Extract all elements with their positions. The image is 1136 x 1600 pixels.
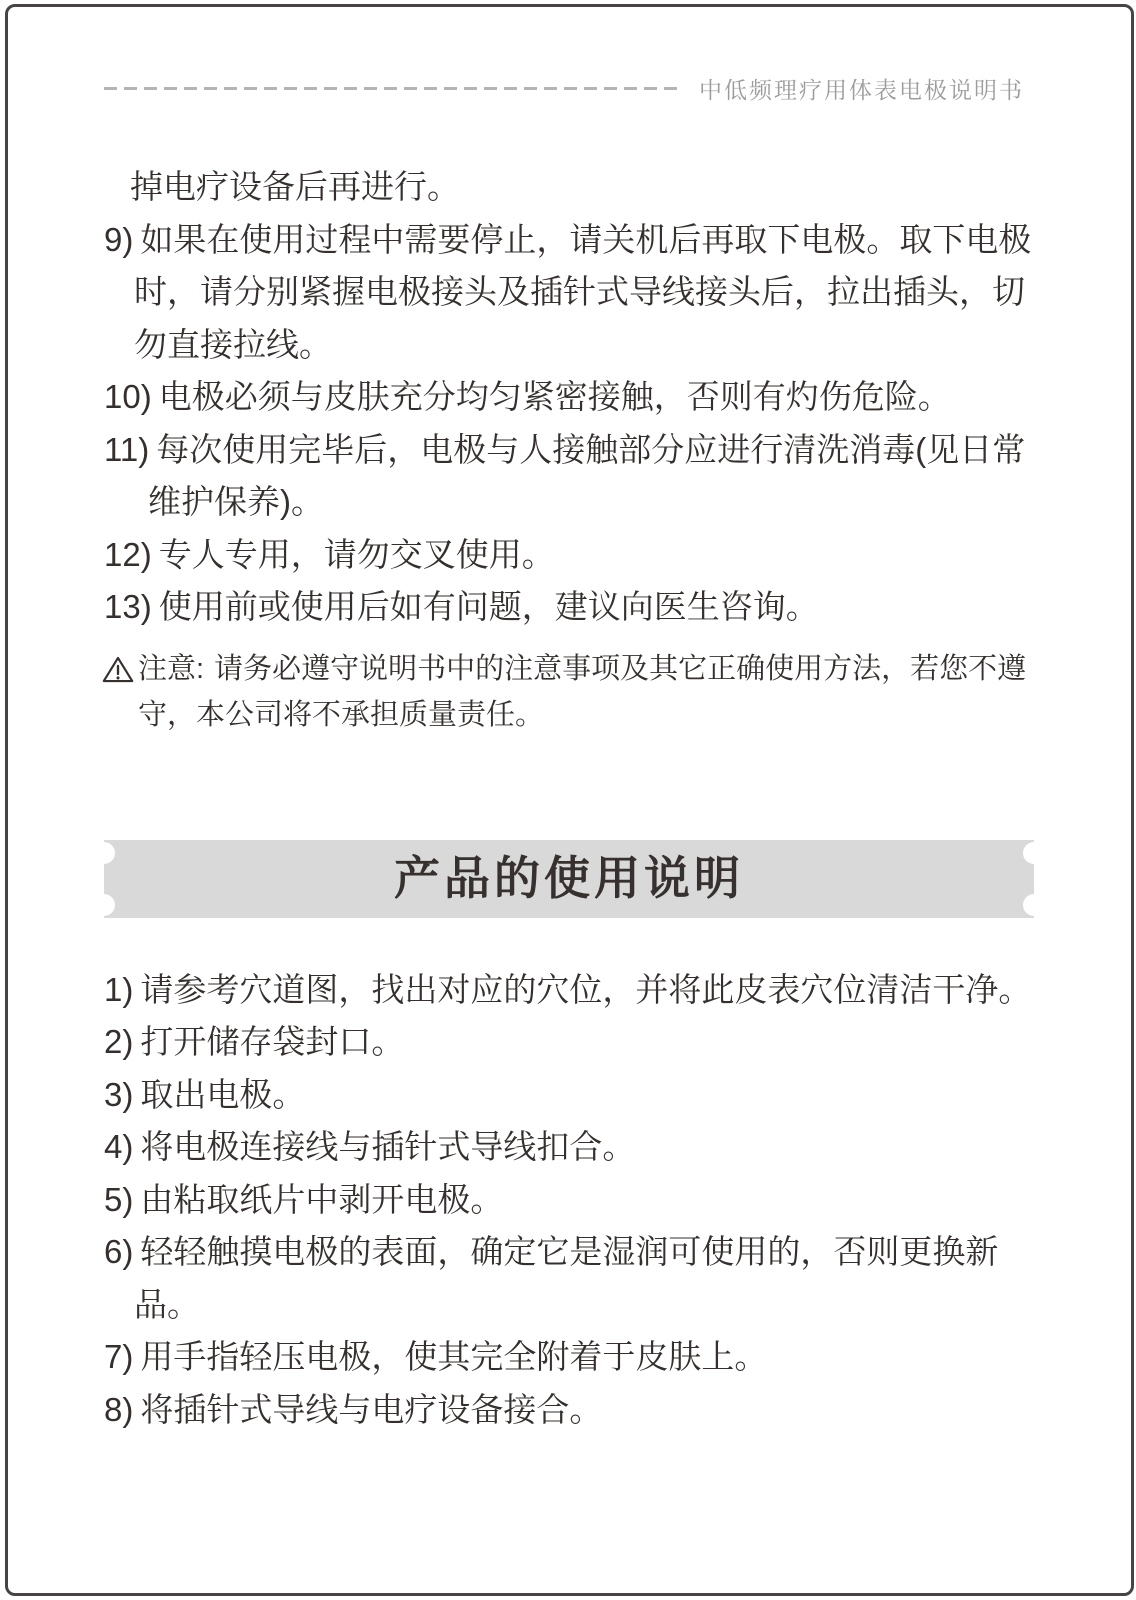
banner-notch <box>93 842 115 864</box>
list-item-number: 6) <box>104 1233 134 1270</box>
list-item <box>104 214 1034 372</box>
note-text: 请务必遵守说明书中的注意事项及其它正确使用方法，若您不遵守，本公司将不承担质量责任。 <box>138 652 1027 731</box>
caution-note <box>104 646 1034 738</box>
list-item-text: 打开储存袋封口。 <box>140 1023 405 1060</box>
list-item-number: 10) <box>104 378 152 415</box>
list-item-number: 2) <box>104 1023 134 1060</box>
list-item <box>104 1121 1034 1174</box>
list-item-number: 13) <box>104 588 152 625</box>
list-item <box>104 1226 1034 1331</box>
usage-instructions-list <box>104 964 1034 1437</box>
list-item-number: 11) <box>104 430 150 468</box>
list-item <box>104 1016 1034 1069</box>
warning-triangle-icon <box>102 655 134 684</box>
list-item-continuation: 掉电疗设备后再进行。 <box>130 168 460 205</box>
list-item-text: 专人专用，请勿交叉使用。 <box>158 535 555 573</box>
list-item-text: 轻轻触摸电极的表面，确定它是湿润可使用的，否则更换新品。 <box>134 1233 999 1323</box>
list-item-text: 请参考穴道图，找出对应的穴位，并将此皮表穴位清洁干净。 <box>140 970 1032 1008</box>
document-title: 中低频理疗用体表电极说明书 <box>699 77 1024 103</box>
section-title: 产品的使用说明 <box>394 852 744 905</box>
precautions-list <box>104 161 1034 634</box>
list-item-number: 7) <box>104 1338 134 1375</box>
header-dashed-line <box>104 87 683 90</box>
note-label: 注意: <box>138 652 205 685</box>
list-item-number: 3) <box>104 1075 134 1113</box>
list-item-text: 用手指轻压电极，使其完全附着于皮肤上。 <box>140 1338 768 1375</box>
banner-notch <box>1023 842 1045 864</box>
list-item-text: 使用前或使用后如有问题，建议向医生咨询。 <box>158 588 819 625</box>
list-item-number: 9) <box>104 220 134 258</box>
list-item-text: 电极必须与皮肤充分均匀紧密接触，否则有灼伤危险。 <box>158 378 951 415</box>
list-item <box>104 964 1034 1017</box>
list-item-text: 由粘取纸片中剥开电极。 <box>140 1180 504 1218</box>
list-item <box>104 424 1034 529</box>
list-item-number: 4) <box>104 1128 134 1165</box>
list-item <box>104 529 1034 582</box>
list-item-text: 每次使用完毕后，电极与人接触部分应进行清洗消毒(见日常维护保养)。 <box>148 430 1026 520</box>
list-item-text: 将插针式导线与电疗设备接合。 <box>140 1390 603 1428</box>
list-item <box>104 1331 1034 1384</box>
section-banner <box>104 840 1034 918</box>
list-item-text: 将电极连接线与插针式导线扣合。 <box>140 1128 636 1165</box>
list-item-text: 如果在使用过程中需要停止，请关机后再取下电极。取下电极时，请分别紧握电极接头及插针式导线接头后，拉出插头，切勿直接拉线。 <box>134 220 1032 363</box>
list-item-number: 8) <box>104 1390 134 1428</box>
banner-notch <box>1023 894 1045 916</box>
list-item <box>104 581 1034 634</box>
list-item <box>104 371 1034 424</box>
list-item-number: 5) <box>104 1180 134 1218</box>
page-content <box>0 161 1136 1436</box>
list-item <box>104 1069 1034 1122</box>
list-item <box>104 1384 1034 1437</box>
page-header <box>0 0 1136 105</box>
list-item-text: 取出电极。 <box>140 1075 306 1113</box>
list-item <box>104 1174 1034 1227</box>
list-item-number: 1) <box>104 970 134 1008</box>
list-item-number: 12) <box>104 535 152 573</box>
banner-notch <box>93 894 115 916</box>
